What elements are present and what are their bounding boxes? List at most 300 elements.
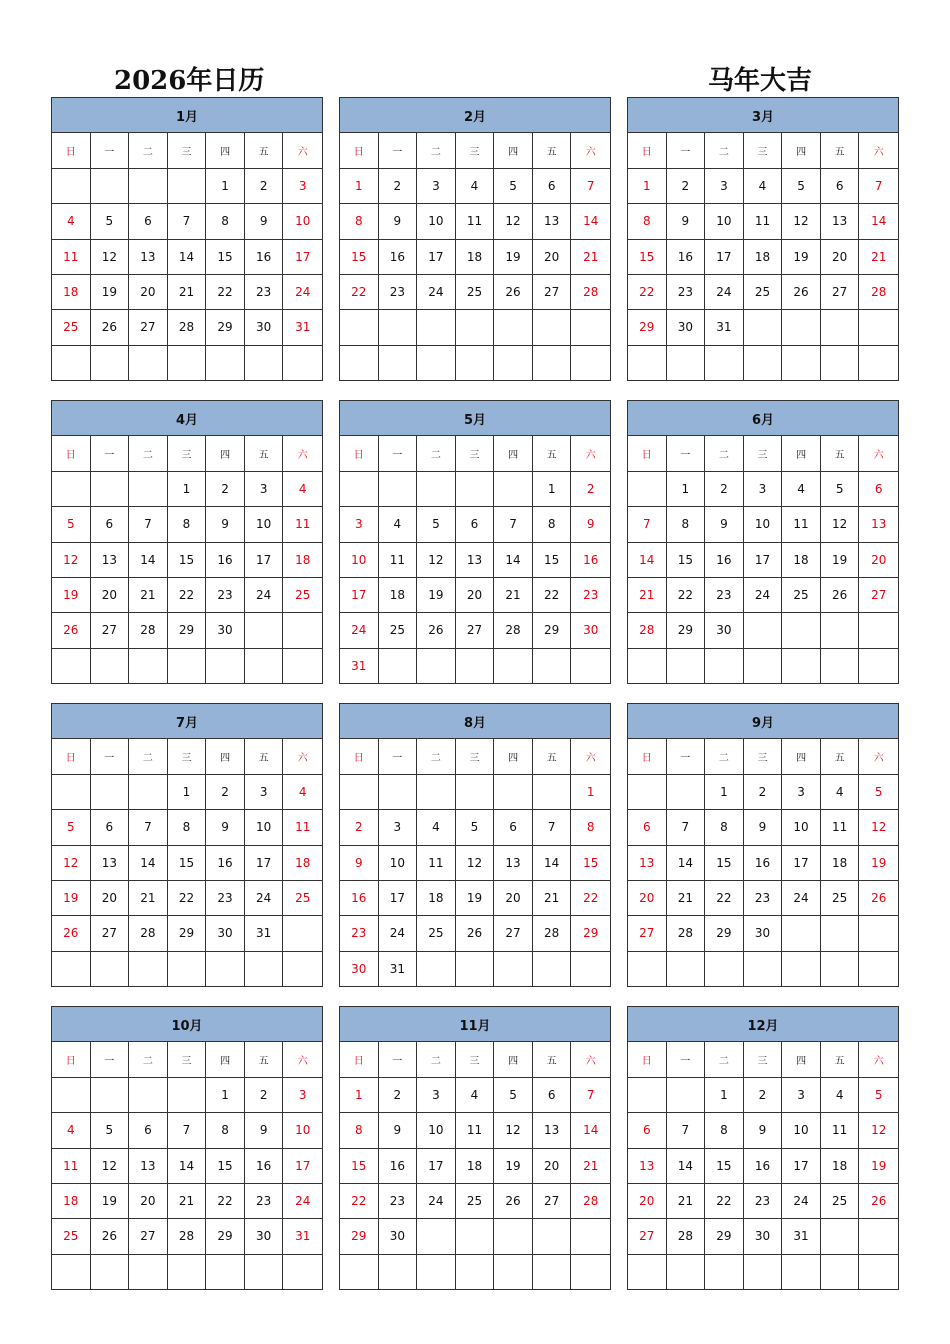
empty-cell — [705, 1255, 744, 1289]
day-cell: 8 — [667, 507, 706, 541]
day-cell: 15 — [168, 846, 207, 880]
week-row — [340, 1184, 610, 1219]
month-calendar — [51, 400, 323, 684]
day-cell: 3 — [744, 472, 783, 506]
day-cell: 1 — [168, 775, 207, 809]
week-row — [340, 1255, 610, 1289]
empty-cell — [52, 649, 91, 683]
empty-cell — [91, 775, 130, 809]
empty-cell — [859, 1255, 898, 1289]
weekday-label: 三 — [744, 739, 783, 774]
day-cell: 9 — [667, 204, 706, 238]
day-cell: 27 — [628, 916, 667, 950]
empty-cell — [821, 1255, 860, 1289]
day-cell: 29 — [168, 613, 207, 647]
weekday-label: 五 — [821, 436, 860, 471]
day-cell: 19 — [417, 578, 456, 612]
weekday-label: 六 — [297, 753, 308, 764]
day-cell: 21 — [168, 275, 207, 309]
empty-cell — [456, 775, 495, 809]
weekday-label: 二 — [417, 133, 456, 168]
weekday-label: 三 — [456, 739, 495, 774]
empty-cell — [494, 952, 533, 986]
day-cell: 9 — [245, 1113, 284, 1147]
day-cell: 30 — [744, 1219, 783, 1253]
weekday-header-row — [52, 133, 322, 169]
empty-cell — [744, 346, 783, 380]
weekday-label: 五 — [245, 1042, 284, 1077]
week-row — [52, 543, 322, 578]
day-cell: 16 — [744, 846, 783, 880]
day-cell: 8 — [168, 810, 207, 844]
day-cell: 22 — [705, 1184, 744, 1218]
empty-cell — [859, 310, 898, 344]
week-row — [340, 472, 610, 507]
day-cell: 11 — [295, 820, 311, 835]
week-row — [628, 240, 898, 275]
day-cell: 26 — [52, 613, 91, 647]
day-cell: 17 — [782, 1149, 821, 1183]
week-row — [628, 1113, 898, 1148]
day-cell: 18 — [744, 240, 783, 274]
day-cell: 13 — [494, 846, 533, 880]
day-cell: 31 — [340, 649, 379, 683]
weekday-label: 四 — [206, 739, 245, 774]
day-cell: 19 — [871, 1158, 887, 1173]
day-cell: 4 — [821, 1078, 860, 1112]
weekday-header-row — [628, 436, 898, 472]
empty-cell — [782, 1255, 821, 1289]
day-cell: 9 — [586, 517, 595, 532]
day-cell: 12 — [417, 543, 456, 577]
week-row — [340, 649, 610, 683]
weekday-label: 日 — [52, 1042, 91, 1077]
day-cell: 31 — [295, 320, 311, 335]
empty-cell — [340, 310, 379, 344]
day-cell: 24 — [705, 275, 744, 309]
day-cell: 17 — [744, 543, 783, 577]
day-cell: 28 — [667, 916, 706, 950]
day-cell: 21 — [667, 881, 706, 915]
day-cell: 23 — [206, 881, 245, 915]
week-row — [628, 881, 898, 916]
week-row — [340, 1149, 610, 1184]
weekday-label: 三 — [456, 1042, 495, 1077]
empty-cell — [533, 1255, 572, 1289]
day-cell: 1 — [168, 472, 207, 506]
day-cell: 20 — [871, 552, 887, 567]
day-cell: 8 — [705, 1113, 744, 1147]
empty-cell — [628, 1255, 667, 1289]
weekday-label: 二 — [417, 1042, 456, 1077]
empty-cell — [283, 346, 322, 380]
day-cell: 28 — [667, 1219, 706, 1253]
day-cell: 1 — [667, 472, 706, 506]
empty-cell — [571, 310, 610, 344]
weekday-label: 日 — [628, 133, 667, 168]
day-cell: 29 — [168, 916, 207, 950]
day-cell: 5 — [874, 785, 883, 800]
day-cell: 20 — [129, 1184, 168, 1218]
day-cell: 1 — [206, 1078, 245, 1112]
day-cell: 15 — [583, 855, 599, 870]
day-cell: 10 — [744, 507, 783, 541]
day-cell: 24 — [295, 1194, 311, 1209]
day-cell: 19 — [871, 855, 887, 870]
day-cell: 10 — [417, 1113, 456, 1147]
month-calendar — [339, 400, 611, 684]
day-cell: 7 — [168, 1113, 207, 1147]
day-cell: 20 — [129, 275, 168, 309]
day-cell: 17 — [245, 543, 284, 577]
month-calendar — [627, 1006, 899, 1290]
weekday-label: 日 — [340, 1042, 379, 1077]
day-cell: 13 — [628, 1149, 667, 1183]
weekday-label: 二 — [129, 133, 168, 168]
empty-cell — [628, 952, 667, 986]
day-cell: 11 — [456, 1113, 495, 1147]
day-cell: 16 — [245, 1149, 284, 1183]
week-row — [52, 346, 322, 380]
weekday-label: 六 — [297, 147, 308, 158]
day-cell: 16 — [379, 1149, 418, 1183]
day-cell: 27 — [628, 1219, 667, 1253]
empty-cell — [571, 1219, 610, 1253]
day-cell: 10 — [782, 1113, 821, 1147]
week-row — [628, 649, 898, 683]
empty-cell — [859, 952, 898, 986]
day-cell: 16 — [245, 240, 284, 274]
day-cell: 22 — [168, 578, 207, 612]
day-cell: 12 — [871, 820, 887, 835]
weekday-label: 三 — [168, 739, 207, 774]
weekday-label: 一 — [667, 739, 706, 774]
day-cell: 22 — [705, 881, 744, 915]
weekday-label: 四 — [782, 133, 821, 168]
day-cell: 6 — [91, 507, 130, 541]
day-cell: 23 — [340, 916, 379, 950]
empty-cell — [379, 1255, 418, 1289]
day-cell: 30 — [206, 916, 245, 950]
week-row — [340, 881, 610, 916]
day-cell: 15 — [628, 240, 667, 274]
empty-cell — [168, 1255, 207, 1289]
day-cell: 20 — [91, 578, 130, 612]
week-row — [52, 204, 322, 239]
week-row — [628, 507, 898, 542]
empty-cell — [417, 775, 456, 809]
day-cell: 27 — [129, 1219, 168, 1253]
day-cell: 7 — [129, 810, 168, 844]
day-cell: 13 — [821, 204, 860, 238]
empty-cell — [628, 472, 667, 506]
day-cell: 21 — [667, 1184, 706, 1218]
empty-cell — [91, 346, 130, 380]
empty-cell — [494, 649, 533, 683]
week-row — [52, 472, 322, 507]
day-cell: 25 — [744, 275, 783, 309]
day-cell: 29 — [667, 613, 706, 647]
day-cell: 28 — [168, 310, 207, 344]
day-cell: 25 — [295, 588, 311, 603]
day-cell: 14 — [583, 214, 599, 229]
weekday-label: 四 — [494, 133, 533, 168]
day-cell: 20 — [91, 881, 130, 915]
empty-cell — [705, 346, 744, 380]
day-cell: 24 — [744, 578, 783, 612]
day-cell: 1 — [206, 169, 245, 203]
week-row — [52, 1219, 322, 1254]
empty-cell — [245, 1255, 284, 1289]
day-cell: 25 — [417, 916, 456, 950]
weekday-label: 六 — [585, 450, 596, 461]
day-cell: 2 — [245, 169, 284, 203]
week-row — [628, 275, 898, 310]
weekday-label: 一 — [91, 1042, 130, 1077]
day-cell: 10 — [379, 846, 418, 880]
day-cell: 14 — [871, 214, 887, 229]
empty-cell — [821, 310, 860, 344]
day-cell: 8 — [533, 507, 572, 541]
day-cell: 9 — [744, 1113, 783, 1147]
week-row — [628, 310, 898, 345]
day-cell: 2 — [586, 482, 595, 497]
empty-cell — [129, 775, 168, 809]
week-row — [340, 916, 610, 951]
weekday-label: 日 — [52, 133, 91, 168]
day-cell: 17 — [705, 240, 744, 274]
day-cell: 5 — [91, 1113, 130, 1147]
day-cell: 14 — [667, 846, 706, 880]
day-cell: 25 — [821, 1184, 860, 1218]
day-cell: 31 — [782, 1219, 821, 1253]
empty-cell — [129, 952, 168, 986]
day-cell: 12 — [871, 1123, 887, 1138]
empty-cell — [494, 775, 533, 809]
weekday-label: 六 — [873, 753, 884, 764]
day-cell: 11 — [456, 204, 495, 238]
empty-cell — [283, 952, 322, 986]
day-cell: 22 — [533, 578, 572, 612]
empty-cell — [245, 613, 284, 647]
day-cell: 9 — [744, 810, 783, 844]
week-row — [628, 1219, 898, 1254]
day-cell: 6 — [533, 1078, 572, 1112]
day-cell: 28 — [494, 613, 533, 647]
day-cell: 10 — [245, 507, 284, 541]
empty-cell — [628, 1078, 667, 1112]
empty-cell — [340, 346, 379, 380]
week-row — [628, 1078, 898, 1113]
weekday-label: 二 — [417, 739, 456, 774]
day-cell: 2 — [667, 169, 706, 203]
day-cell: 11 — [52, 1149, 91, 1183]
empty-cell — [744, 952, 783, 986]
empty-cell — [859, 1219, 898, 1253]
page-title: 2026年日历 — [114, 66, 265, 96]
empty-cell — [667, 952, 706, 986]
day-cell: 9 — [379, 204, 418, 238]
empty-cell — [571, 1255, 610, 1289]
month-title: 3月 — [628, 98, 898, 133]
month-title: 8月 — [340, 704, 610, 739]
day-cell: 8 — [628, 204, 667, 238]
empty-cell — [782, 613, 821, 647]
weekday-label: 四 — [494, 1042, 533, 1077]
day-cell: 2 — [245, 1078, 284, 1112]
day-cell: 31 — [245, 916, 284, 950]
day-cell: 3 — [340, 507, 379, 541]
day-cell: 13 — [456, 543, 495, 577]
empty-cell — [129, 346, 168, 380]
month-calendar — [339, 1006, 611, 1290]
month-title: 9月 — [628, 704, 898, 739]
week-row — [340, 613, 610, 648]
week-row — [52, 507, 322, 542]
day-cell: 17 — [340, 578, 379, 612]
month-calendar — [51, 1006, 323, 1290]
weekday-label: 六 — [297, 1056, 308, 1067]
weekday-label: 二 — [129, 739, 168, 774]
day-cell: 6 — [129, 1113, 168, 1147]
weekday-label: 三 — [168, 133, 207, 168]
day-cell: 16 — [705, 543, 744, 577]
empty-cell — [417, 472, 456, 506]
day-cell: 5 — [52, 810, 91, 844]
day-cell: 27 — [533, 1184, 572, 1218]
week-row — [340, 1113, 610, 1148]
day-cell: 1 — [628, 169, 667, 203]
day-cell: 7 — [494, 507, 533, 541]
day-cell: 24 — [379, 916, 418, 950]
day-cell: 15 — [168, 543, 207, 577]
day-cell: 12 — [456, 846, 495, 880]
day-cell: 29 — [206, 310, 245, 344]
empty-cell — [52, 346, 91, 380]
week-row — [52, 310, 322, 345]
weekday-label: 五 — [821, 739, 860, 774]
day-cell: 23 — [667, 275, 706, 309]
month-title: 7月 — [52, 704, 322, 739]
day-cell: 30 — [245, 1219, 284, 1253]
empty-cell — [533, 952, 572, 986]
day-cell: 21 — [168, 1184, 207, 1218]
day-cell: 20 — [533, 1149, 572, 1183]
empty-cell — [782, 310, 821, 344]
day-cell: 2 — [340, 810, 379, 844]
day-cell: 29 — [628, 310, 667, 344]
empty-cell — [456, 472, 495, 506]
weekday-label: 五 — [245, 436, 284, 471]
day-cell: 14 — [583, 1123, 599, 1138]
day-cell: 4 — [456, 1078, 495, 1112]
weekday-label: 二 — [417, 436, 456, 471]
day-cell: 19 — [782, 240, 821, 274]
day-cell: 15 — [533, 543, 572, 577]
day-cell: 11 — [744, 204, 783, 238]
empty-cell — [782, 916, 821, 950]
day-cell: 18 — [782, 543, 821, 577]
day-cell: 24 — [782, 1184, 821, 1218]
week-row — [628, 1184, 898, 1219]
empty-cell — [91, 952, 130, 986]
empty-cell — [129, 1255, 168, 1289]
day-cell: 7 — [168, 204, 207, 238]
week-row — [52, 1149, 322, 1184]
empty-cell — [379, 310, 418, 344]
day-cell: 25 — [295, 891, 311, 906]
day-cell: 8 — [206, 204, 245, 238]
day-cell: 2 — [379, 169, 418, 203]
empty-cell — [417, 649, 456, 683]
day-cell: 22 — [667, 578, 706, 612]
empty-cell — [52, 472, 91, 506]
day-cell: 3 — [782, 775, 821, 809]
day-cell: 5 — [52, 507, 91, 541]
day-cell: 5 — [494, 169, 533, 203]
weekday-label: 日 — [628, 1042, 667, 1077]
month-title: 2月 — [340, 98, 610, 133]
weekday-label: 日 — [340, 436, 379, 471]
day-cell: 26 — [494, 1184, 533, 1218]
day-cell: 3 — [379, 810, 418, 844]
month-calendar — [339, 703, 611, 987]
month-title: 12月 — [628, 1007, 898, 1042]
day-cell: 28 — [168, 1219, 207, 1253]
weekday-label: 二 — [705, 739, 744, 774]
day-cell: 12 — [494, 1113, 533, 1147]
day-cell: 12 — [52, 846, 91, 880]
day-cell: 19 — [52, 881, 91, 915]
empty-cell — [206, 952, 245, 986]
day-cell: 21 — [871, 249, 887, 264]
day-cell: 8 — [705, 810, 744, 844]
week-row — [340, 310, 610, 345]
day-cell: 11 — [417, 846, 456, 880]
weekday-label: 四 — [206, 1042, 245, 1077]
weekday-label: 四 — [206, 133, 245, 168]
day-cell: 28 — [628, 613, 667, 647]
day-cell: 14 — [667, 1149, 706, 1183]
weekday-label: 四 — [206, 436, 245, 471]
day-cell: 21 — [533, 881, 572, 915]
day-cell: 26 — [52, 916, 91, 950]
month-calendar — [51, 97, 323, 381]
day-cell: 26 — [821, 578, 860, 612]
day-cell: 23 — [744, 881, 783, 915]
weekday-label: 三 — [744, 133, 783, 168]
day-cell: 18 — [821, 846, 860, 880]
day-cell: 25 — [821, 881, 860, 915]
day-cell: 4 — [379, 507, 418, 541]
weekday-header-row — [628, 739, 898, 775]
empty-cell — [744, 613, 783, 647]
day-cell: 13 — [91, 846, 130, 880]
empty-cell — [379, 649, 418, 683]
day-cell: 25 — [52, 1219, 91, 1253]
day-cell: 5 — [874, 1088, 883, 1103]
day-cell: 27 — [91, 613, 130, 647]
day-cell: 13 — [871, 517, 887, 532]
weekday-label: 五 — [245, 739, 284, 774]
day-cell: 12 — [782, 204, 821, 238]
day-cell: 5 — [91, 204, 130, 238]
day-cell: 30 — [667, 310, 706, 344]
empty-cell — [283, 916, 322, 950]
day-cell: 27 — [494, 916, 533, 950]
empty-cell — [417, 1255, 456, 1289]
day-cell: 9 — [206, 810, 245, 844]
